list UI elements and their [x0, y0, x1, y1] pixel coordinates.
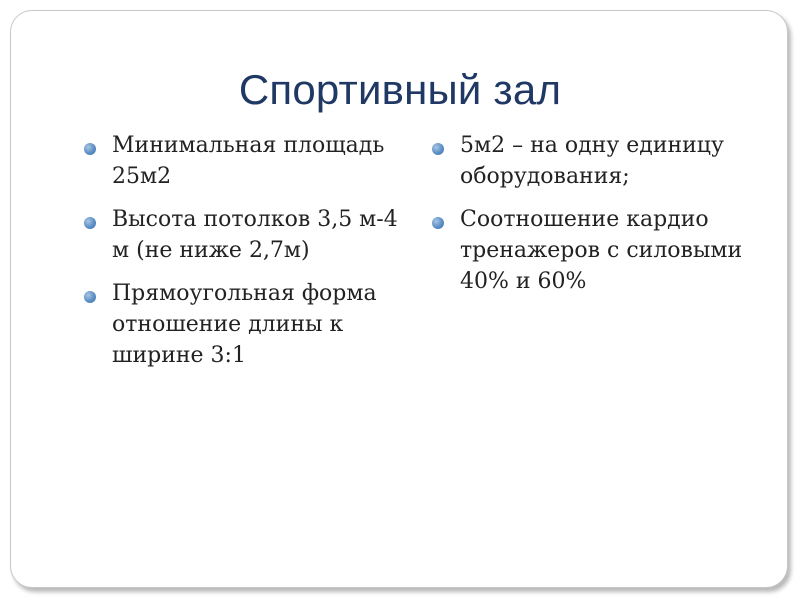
list-item — [432, 130, 752, 192]
list-item — [84, 204, 402, 266]
bullet-dot-icon — [84, 143, 96, 155]
bullet-text: Прямоугольная форма отношение длины к ширине 3:1 — [112, 281, 377, 368]
right-bullet-list — [432, 130, 752, 309]
list-item — [432, 204, 752, 297]
bullet-dot-icon — [84, 217, 96, 229]
list-item — [84, 130, 402, 192]
list-item — [84, 278, 402, 371]
bullet-text: Соотношение кардио тренажеров с силовыми 40% и 60% — [460, 207, 743, 294]
bullet-dot-icon — [432, 143, 444, 155]
bullet-text: 5м2 – на одну единицу оборудования; — [460, 133, 724, 189]
bullet-text: Минимальная площадь 25м2 — [112, 133, 385, 189]
bullet-dot-icon — [84, 291, 96, 303]
slide-title: Спортивный зал — [238, 66, 562, 113]
bullet-dot-icon — [432, 217, 444, 229]
bullet-text: Высота потолков 3,5 м-4 м (не ниже 2,7м) — [112, 207, 398, 263]
left-bullet-list — [84, 130, 402, 383]
